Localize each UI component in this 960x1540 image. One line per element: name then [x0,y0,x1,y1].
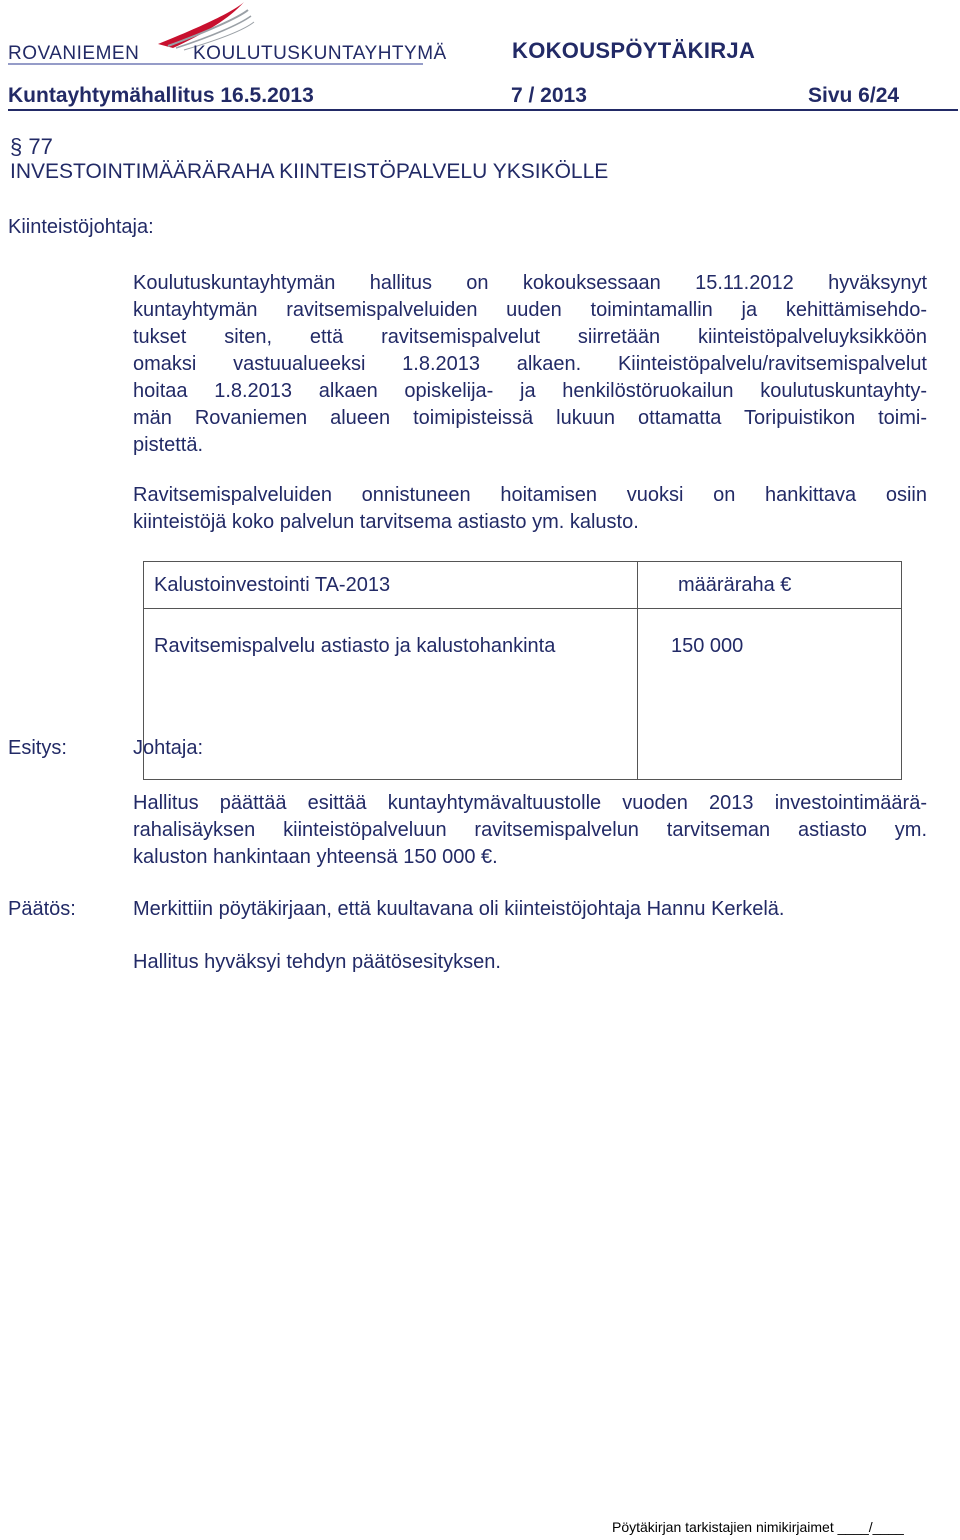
proposal-text [133,790,927,871]
table-cell [144,609,638,780]
paragraph-line: hoitaa 1.8.2013 alkaen opiskelija- ja henkilöstöruokailun koulutuskuntayhty- [133,380,927,402]
paragraph-line: tukset siten, että ravitsemispalvelut siirretään kiinteistöpalveluyksikköön [133,326,927,348]
table-header-row [144,562,902,609]
section-symbol: § [10,134,23,159]
paragraph-line: Hallitus päättää esittää kuntayhtymävaltuustolle vuoden 2013 investointimäärä- [133,792,927,814]
table-cell [638,609,902,780]
document-type: KOKOUSPÖYTÄKIRJA [512,38,756,63]
table-header-cell: määräraha € [638,562,902,609]
section-number-value: 77 [28,134,53,159]
table-cell-text: 150 000 [671,635,744,657]
logo-text-rovaniemen: ROVANIEMEN [8,43,140,64]
paragraph-line: pistettä. [133,434,204,456]
decision-line-1: Merkittiin pöytäkirjaan, että kuultavana oli kiinteistöjohtaja Hannu Kerkelä. [133,898,785,920]
investment-table [143,561,902,780]
proposal-presenter: Johtaja: [133,737,204,759]
body-paragraph-2 [133,482,927,536]
table-cell-text: Ravitsemispalvelu astiasto ja kalustohankinta [154,635,556,657]
paragraph-line: omaksi vastuualueeksi 1.8.2013 alkaen. Kiinteistöpalvelu/ravitsemispalvelut [133,353,927,375]
paragraph-line: rahalisäyksen kiinteistöpalveluun ravitsemispalvelun tarvitseman astiasto ym. [133,819,927,841]
footer-initials: Pöytäkirjan tarkistajien nimikirjaimet ____/____ [612,1519,904,1535]
proposal-label: Esitys: [8,737,67,759]
header-divider [8,109,958,111]
paragraph-line: Koulutuskuntayhtymän hallitus on kokouksessaan 15.11.2012 hyväksynyt [133,272,927,294]
paragraph-line: kaluston hankintaan yhteensä 150 000 €. [133,846,498,868]
table-header-cell: Kalustoinvestointi TA-2013 [144,562,638,609]
decision-label: Päätös: [8,898,76,920]
paragraph-line: Ravitsemispalveluiden onnistuneen hoitamisen vuoksi on hankittava osiin [133,484,927,506]
page-number: Sivu 6/24 [808,84,900,107]
body-paragraph-1 [133,270,927,459]
section-title: INVESTOINTIMÄÄRÄRAHA KIINTEISTÖPALVELU YKSIKÖLLE [10,160,609,183]
paragraph-line: kiinteistöjä koko palvelun tarvitsema astiasto ym. kalusto. [133,511,639,533]
paragraph-line: män Rovaniemen alueen toimipisteissä lukuun ottamatta Toripuistikon toimi- [133,407,927,429]
organization-logo [8,0,447,70]
decision-line-2: Hallitus hyväksyi tehdyn päätösesityksen. [133,951,501,973]
paragraph-line: kuntayhtymän ravitsemispalveluiden uuden toimintamallin ja kehittämisehdo- [133,299,927,321]
presenter-label: Kiinteistöjohtaja: [8,216,154,238]
meeting-name: Kuntayhtymähallitus 16.5.2013 [8,84,314,107]
logo-text-koulutuskuntayhtyma: KOULUTUSKUNTAYHTYMÄ [193,43,447,64]
table-row [144,609,902,780]
meeting-number: 7 / 2013 [511,84,587,107]
section-number [10,134,53,160]
